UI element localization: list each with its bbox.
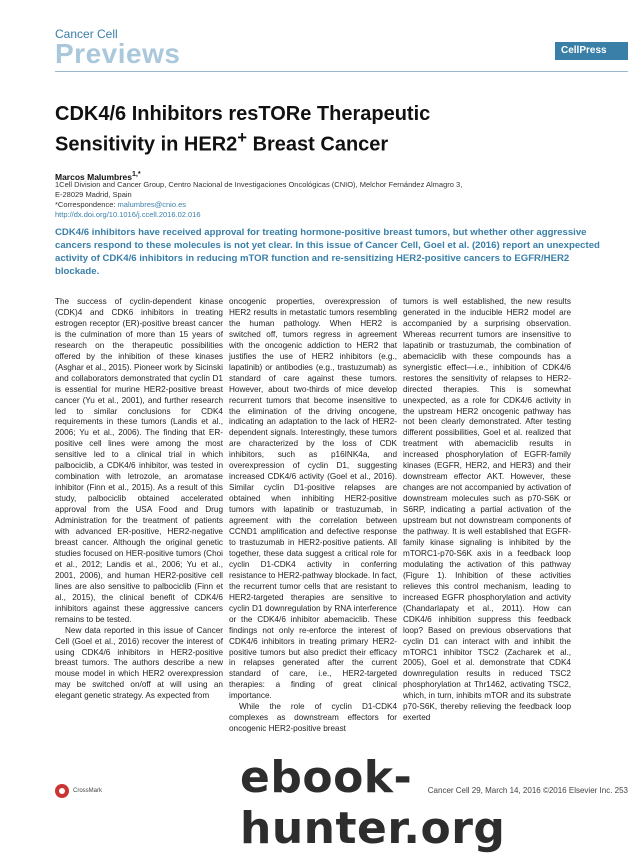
body-column-1 [55, 297, 223, 702]
affiliations [55, 180, 615, 220]
doi-link[interactable]: http://dx.doi.org/10.1016/j.ccell.2016.02.016 [55, 210, 201, 219]
section-title: Previews [55, 38, 181, 69]
body-column-3 [403, 297, 571, 724]
paragraph: tumors is well established, the new results generated in the inducible HER2 model are accompanied by a surprising observation. Whereas recurrent tumors are insensitive to lapatinib or trastuzumab, the combination of abemaciclib with these compounds has a synergistic effect—i.e., inhibition of CDK4/6 restores the sensitivity of relapses to HER2-directed therapies. This is somewhat unexpected, as a role for CDK4/6 activity in the upstream HER2 oncogenic pathway has not been clearly demonstrated. After testing different possibilities, Goel et al. realized that treatment with abemaciclib results in increased phosphorylation of EGFR-family kinases (EGFR, HER2, and HER3) and their downstream effector AKT. However, these changes are not accompanied by activation of downstream molecules such as p70-S6K or S6RP, indicating a partial activation of the upstream but not downstream components of the pathway. It is well established that EGFR-family kinase signaling is inhibited by the mTORC1-p70-S6K axis in a feedback loop modulating the activation of this pathway (Figure 1). Inhibition of these activities relieves this control mechanism, leading to increased EGFR phosphorylation and activity (Chandarlapaty et al., 2011). How can CDK4/6 inhibition suppress this feedback loop? Based on previous observations that cyclin D1 can interact with and inhibit the mTORC1 inhibitor TSC2 (Zacharek et al., 2005), Goel et al. demonstrate that CDK4 downregulation results in reduced TSC2 phosphorylation at Thr1462, activating TSC2, which, in turn, inhibits mTOR and its substrate p70-S6K, thereby relieving the feedback loop exerted [403, 297, 571, 723]
title-line2-end: Breast Cancer [247, 133, 389, 156]
article-title [55, 102, 575, 157]
abstract: CDK4/6 inhibitors have received approval for treating hormone-positive breast tumors, but whether other aggressive cancers respond to these molecules is not yet clear. In this issue of Cancer Cell, Goel et al. (2016) report an unexpected activity of CDK4/6 inhibitors in reducing mTOR function and re-sensitizing HER2-positive cancers to EGFR/HER2 blockade. [55, 227, 600, 277]
author-superscript: 1,* [132, 170, 141, 178]
header-divider [55, 71, 628, 72]
publisher-logo: CellPress [555, 42, 628, 60]
paragraph: While the role of cyclin D1-CDK4 complexes as downstream effectors for oncogenic HER2-positive breast [229, 702, 397, 734]
author-name: Marcos Malumbres$^{1,*}$ [55, 170, 141, 182]
body-column-2 [229, 297, 397, 735]
affiliation-line2: E-28029 Madrid, Spain [55, 190, 132, 199]
paragraph: oncogenic properties, overexpression of HER2 results in metastatic tumors resembling the human pathology. When HER2 is switched off, tumors regress in agreement with the oncogenic addiction to HER2 that justifies the use of HER2 inhibitors (e.g., lapatinib) or antibodies (e.g., trastuzumab) as standard of care against these tumors. However, about two-thirds of mice develop recurrent tumors that become insensitive to the elimination of the driving oncogene, indicating an adaptation to the lack of HER2-dependent signals. Interestingly, these tumors are characterized by the loss of CDK inhibitors, such as p16INK4a, and overexpression of cyclin D1, suggesting increased CDK4/6 activity (Goel et al., 2016). Similar cyclin D1-positive relapses are obtained when inhibiting HER2-positive tumors with lapatinib or trastuzumab, in agreement with the correlation between CCND1 amplification and defective response to trastuzumab in HER2-positive patients. All together, these data suggest a critical role for cyclin D1-CDK4 activity in conferring resistance to HER2-pathway blockade. In fact, the recurrent tumor cells that are resistant to HER2-targeted therapies are sensitive to cyclin D1 downregulation by RNA interference or the CDK4/6 inhibitor abemaciclib. These findings not only re-enforce the interest of CDK4/6 inhibitors in treating primary HER2-positive tumors but also predict their efficacy in relapses generated after the current standard of care, i.e., HER2-targeted therapies: a finding of great clinical importance. [229, 297, 397, 701]
correspondence: *Correspondence: malumbres@cnio.es [55, 200, 187, 209]
paragraph: New data reported in this issue of Cancer Cell (Goel et al., 2016) recover the interest of using CDK4/6 inhibitors in HER2-positive breast tumors. The authors describe a new mouse model in which HER2 overexpression may be switched on/off at will using an elegant genetic strategy. As expected from [55, 625, 223, 701]
paragraph: The success of cyclin-dependent kinase (CDK)4 and CDK6 inhibitors in treating estrogen receptor (ER)-positive breast cancer is the culmination of more than 15 years of research on the therapeutic possibilities offered by the inhibition of these kinases (Asghar et al., 2015). Pioneer work by Sicinski and collaborators demonstrated that cyclin D1 is essential for murine HER2-positive breast cancer (Yu et al., 2001), and further research led to similar conclusions for CDK4 requirements in these tumors (Landis et al., 2006; Yu et al., 2006). The finding that ER-positive cell lines were among the most sensitive led to a clinical trial in which palbociclib, a CDK4/6 inhibitor, was tested in combination with letrozole, an aromatase inhibitor (Finn et al., 2015). As a result of this study, palbociclib obtained accelerated approval from the USA Food and Drug Administration for the treatment of patients with advanced ER-positive, HER2-negative breast cancer. Although the original genetic studies focused on HER-positive tumors (Choi et al., 2012; Landis et al., 2006; Yu et al., 2001, 2006), and human HER2-positive cell lines are also sensitive to palbociclib (Finn et al., 2015), the clinical benefit of CDK4/6 inhibitors against these aggressive cancers remains to be tested. [55, 297, 223, 624]
journal-name: Cancer Cell [55, 27, 118, 41]
page-citation: Cancer Cell 29, March 14, 2016 ©2016 Elsevier Inc. 253 [427, 786, 628, 795]
title-superscript: + [237, 128, 248, 147]
email-link[interactable]: malumbres@cnio.es [117, 200, 187, 209]
watermark: ebook-hunter.org [240, 752, 506, 854]
title-line1: CDK4/6 Inhibitors resTORe Therapeutic [55, 103, 431, 125]
affiliation-line1: 1Cell Division and Cancer Group, Centro Nacional de Investigaciones Oncológicas (CNIO), Melchor Fernández Almagro 3, [55, 180, 463, 189]
crossmark-badge[interactable]: CrossMark [55, 784, 102, 798]
crossmark-icon [55, 784, 69, 798]
title-line2: Sensitivity in HER2 [55, 133, 238, 156]
